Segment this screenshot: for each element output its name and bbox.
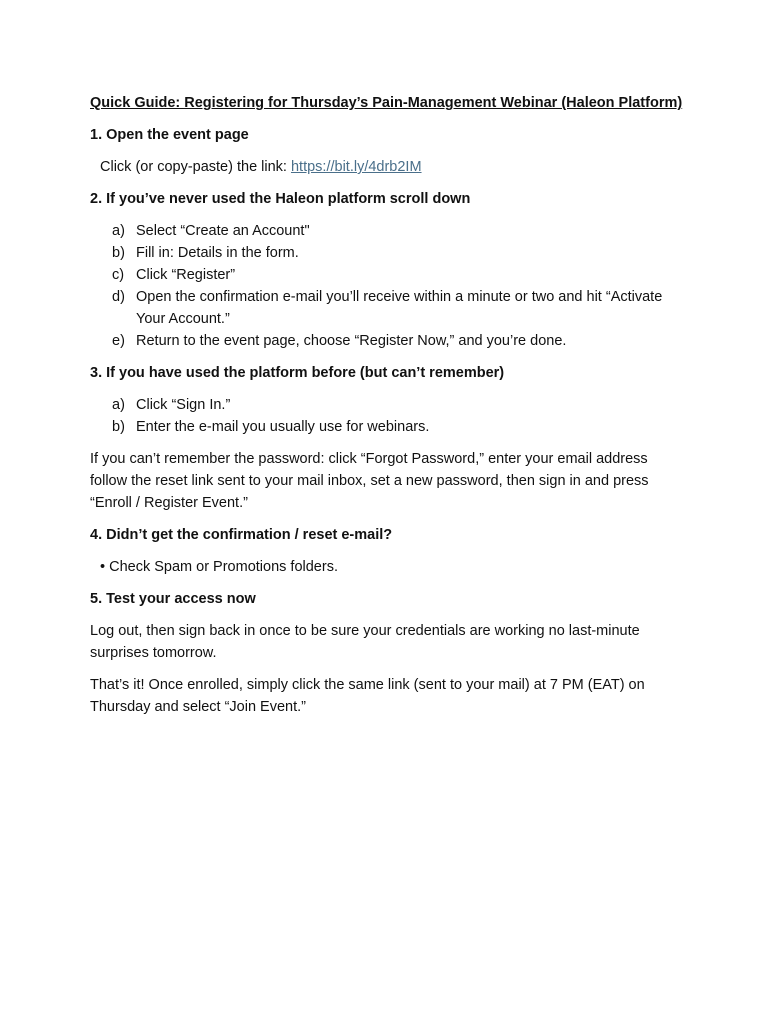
list-item-text: Open the confirmation e-mail you’ll receive within a minute or two and hit “Activate Your Account.” [136,289,663,327]
step3-heading: 3. If you have used the platform before (but can’t remember) [90,365,505,381]
list-marker: d) [112,289,125,305]
list-item [90,242,680,264]
document-title: Quick Guide: Registering for Thursday’s Pain-Management Webinar (Haleon Platform) [90,95,683,111]
list-item [90,264,680,286]
list-item-text: Fill in: Details in the form. [136,245,299,261]
step3-list [90,394,680,438]
document-page [90,92,683,728]
test-access-text: Log out, then sign back in once to be sure your credentials are working no last-minute surprises tomorrow. [90,623,640,661]
step5-heading: 5. Test your access now [90,591,256,607]
list-item [90,220,680,242]
spam-check-bullet: • Check Spam or Promotions folders. [100,559,338,575]
list-marker: a) [112,223,125,239]
list-marker: b) [112,419,125,435]
list-item-text: Return to the event page, choose “Register Now,” and you’re done. [136,333,567,349]
list-item-text: Click “Register” [136,267,236,283]
closing-text: That’s it! Once enrolled, simply click the same link (sent to your mail) at 7 PM (EAT) on Thursday and select “Join Event.” [90,677,645,715]
list-item-text: Click “Sign In.” [136,397,231,413]
list-marker: e) [112,333,125,349]
list-item [90,416,680,438]
list-item [90,286,680,330]
list-marker: c) [112,267,125,283]
list-item [90,394,680,416]
list-item-text: Enter the e-mail you usually use for webinars. [136,419,430,435]
list-marker: a) [112,397,125,413]
list-item [90,330,680,352]
list-item-text: Select “Create an Account" [136,223,310,239]
password-note: If you can’t remember the password: click “Forgot Password,” enter your email address follow the reset link sent to your mail inbox, set a new password, then sign in and press “Enroll / Register Event.” [90,451,649,511]
step2-list [90,220,680,352]
step2-heading: 2. If you’ve never used the Haleon platform scroll down [90,191,471,207]
step4-heading: 4. Didn’t get the confirmation / reset e-mail? [90,527,393,543]
list-marker: b) [112,245,125,261]
event-link[interactable]: https://bit.ly/4drb2IM [290,159,422,175]
step1-heading: 1. Open the event page [90,127,249,143]
step1-instruction [100,156,680,178]
step1-text: Click (or copy-paste) the link: [100,159,291,175]
